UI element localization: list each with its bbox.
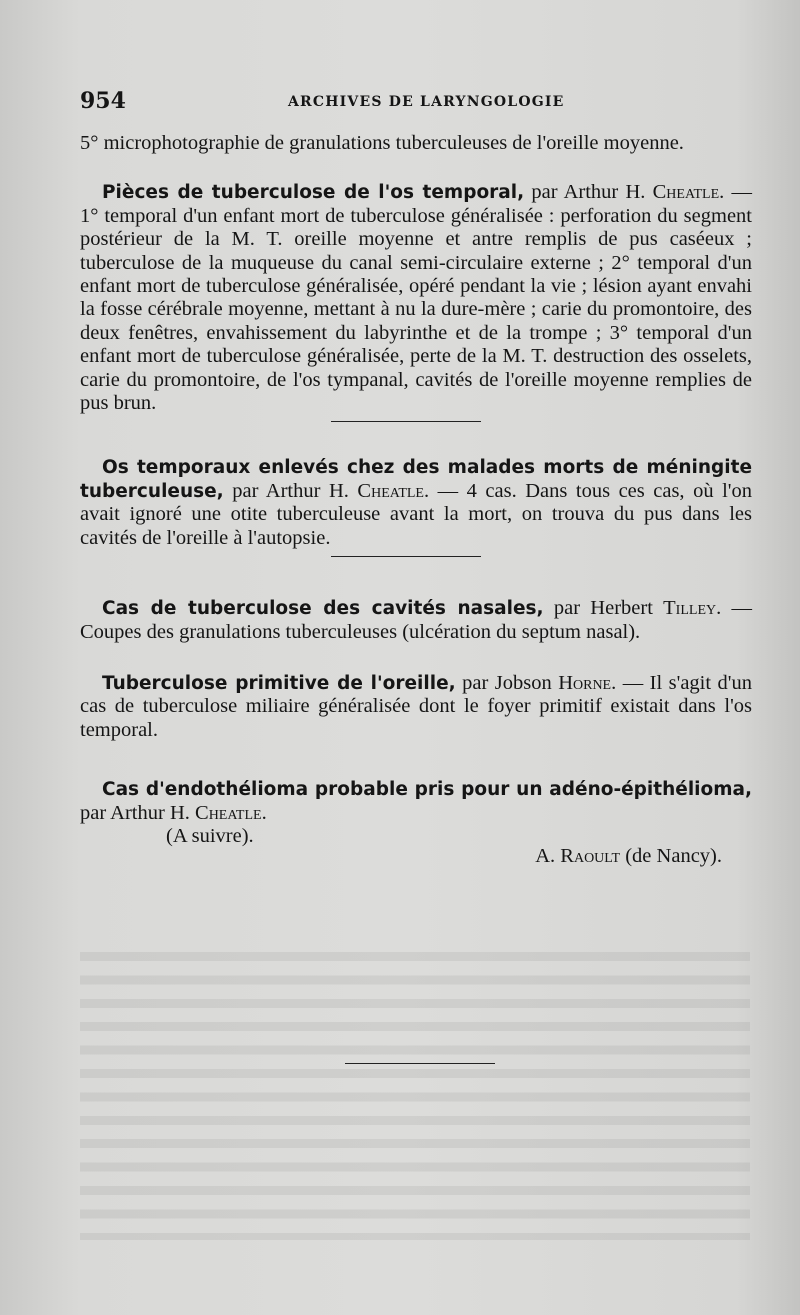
section-title: Cas d'endothélioma probable pris pour un adéno-épithélioma, [102,779,752,801]
section-divider [331,421,481,422]
section-author: Cheatle [357,479,424,502]
show-through-texture [80,940,750,1240]
section-title: Cas de tuberculose des cavités nasales, [102,598,544,620]
intro-paragraph: 5° microphotographie de granulations tuberculeuses de l'oreille moyenne. [80,132,684,154]
section-title: Os temporaux enlevés chez des malades morts de méningite tuberculeuse, [80,457,752,502]
section-by: par Jobson [455,671,559,694]
section-by: par Arthur H. [80,801,196,824]
closing-block [80,825,752,873]
signature-name: Raoult [560,844,621,867]
signature-place: (de Nancy). [620,844,722,867]
section-ear [80,672,752,742]
section-by: par Arthur H. [223,479,358,502]
section-title: Pièces de tuberculose de l'os temporal, [102,182,525,204]
page-number: 954 [80,88,126,114]
section-body: . — 1° temporal d'un enfant mort de tuberculose généralisée : perforation du segment postérieur de la M. T. oreille moyenne et antre remplis de pus caséeux ; tuberculose de la muqueuse du canal semi-circulaire externe ; 2° temporal d'un enfant mort de tuberculose généralisée, opéré pendant la vie ; lésion ayant envahi la fosse cérébrale moyenne, mettant à nu la dure-mère ; carie du promontoire, des deux fenêtres, envahissement du labyrinthe et de la trompe ; 3° temporal d'un enfant mort de tuberculose généralisée, perte de la M. T. destruction des osselets, carie du promontoire, de l'os tympanal, cavités de l'oreille moyenne remplies de pus brun. [80,181,752,415]
page-header [80,88,750,118]
section-title: Tuberculose primitive de l'oreille, [102,672,456,694]
running-title: ARCHIVES DE LARYNGOLOGIE [288,94,565,110]
end-divider [345,1063,495,1064]
section-body: . — Il s'agit d'un cas de tuberculose miliaire généralisée dont le foyer primitif existait dans l'os temporal. [80,671,752,741]
section-author: Tilley [663,597,717,620]
section-meningitis [80,456,752,550]
section-author: Cheatle [652,181,720,204]
to-be-continued [166,825,254,848]
section-end: . [261,801,267,824]
section-divider [331,556,481,557]
section-by: par Arthur H. [524,181,653,204]
section-temporal-bone [80,181,752,415]
author-signature [535,845,722,868]
section-body: . — Coupes des granulations tuberculeuses (ulcération du septum nasal). [80,597,752,643]
section-nasal [80,597,752,644]
section-body: . — 4 cas. Dans tous ces cas, où l'on avait ignoré une otite tuberculeuse avant la mort, on trouva du pus dans les cavités de l'oreille à l'autopsie. [80,479,752,549]
signature-initial: A. [535,844,561,867]
to-be-continued-text: (A suivre). [166,824,254,847]
section-endothelioma [80,778,752,825]
section-by: par Herbert [543,597,664,620]
article-body [80,132,752,873]
section-author: Horne [558,671,612,694]
section-author: Cheatle [195,801,262,824]
